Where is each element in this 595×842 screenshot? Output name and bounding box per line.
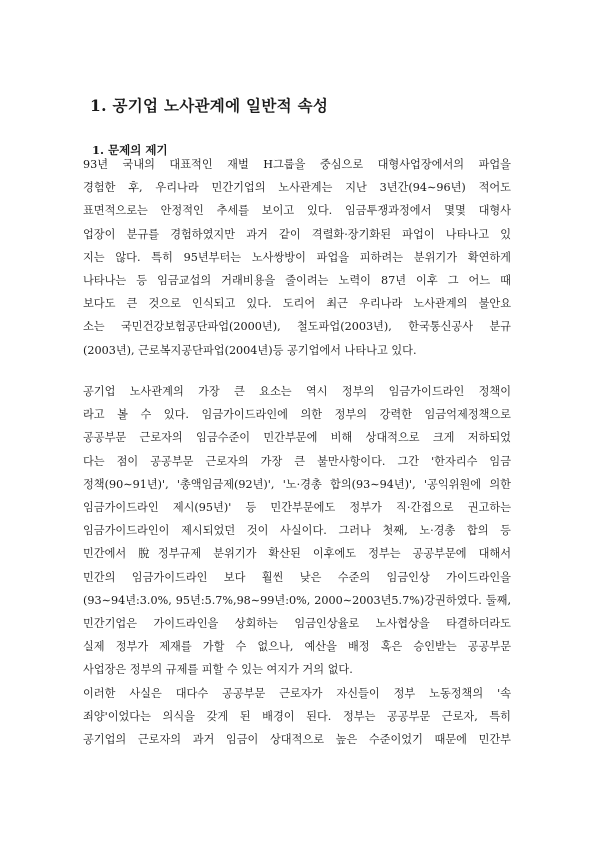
text-line: 임금가이드라인 제시(95년)' 등 민간부문에도 정부가 직·간접으로 권고하는 <box>83 500 511 514</box>
text-line: (93∼94년:3.0%, 95년:5.7%,98∼99년:0%, 2000∼2003년5.7%)강권하였다. 둘째, <box>83 593 511 607</box>
text-line: 지는 않다. 특히 95년부터는 노사쌍방이 파업을 피하려는 분위기가 확연하게 <box>83 250 511 264</box>
text-line: 소는 국민건강보험공단파업(2000년), 철도파업(2003년), 한국통신공사 분규 <box>83 320 511 334</box>
text-line: 임금가이드라인이 제시되었던 것이 사실이다. 그러나 첫째, 노·경총 합의 등 <box>83 524 511 538</box>
text-line: 민간기업은 가이드라인을 상회하는 임금인상율로 노사협상을 타결하더라도 <box>83 616 511 630</box>
text-line: 민간의 임금가이드라인 보다 훨씬 낮은 수준의 임금인상 가이드라인을 <box>83 570 511 584</box>
text-line: 사업장은 정부의 규제를 피할 수 있는 여지가 거의 없다. <box>83 663 353 677</box>
paragraph-1 <box>83 153 511 362</box>
text-line: 죄양'이었다는 의식을 갖게 된 배경이 된다. 정부는 공공부문 근로자, 특히 <box>83 710 511 724</box>
text-line: 보다도 큰 것으로 인식되고 있다. 도리어 최근 우리나라 노사관계의 불안요 <box>83 297 511 311</box>
text-line: 93년 국내의 대표적인 재벌 H그룹을 중심으로 대형사업장에서의 파업을 <box>83 158 511 171</box>
paragraph-2 <box>83 380 511 681</box>
text-line: 경험한 후, 우리나라 민간기업의 노사관계는 지난 3년간(94∼96년) 적어도 <box>83 181 511 195</box>
text-line: 민간에서 脫정부규제 분위기가 확산된 이후에도 정부는 공공부문에 대해서 <box>83 547 511 561</box>
text-line: 표면적으로는 안정적인 추세를 보이고 있다. 임금투쟁과정에서 몇몇 대형사 <box>83 204 511 218</box>
text-line: 업장이 분규를 경험하였지만 과거 같이 격렬화·장기화된 파업이 나타나고 있 <box>83 227 511 241</box>
text-line: 실제 정부가 제재를 가할 수 없으나, 예산을 배정 혹은 승인받는 공공부문 <box>83 640 511 654</box>
text-line: 나타나는 등 임금교섭의 거래비용을 줄이려는 노력이 87년 이후 그 어느 때 <box>83 273 511 287</box>
text-line: 공기업의 근로자의 과거 임금이 상대적으로 높은 수준이었기 때문에 민간부 <box>83 733 511 747</box>
subsection-heading: 1. 문제의 제기 <box>92 143 168 157</box>
paragraph-3 <box>83 682 511 752</box>
text-line: (2003년), 근로복지공단파업(2004년)등 공기업에서 나타나고 있다. <box>83 343 417 357</box>
text-line: 공공부문 근로자의 임금수준이 민간부문에 비해 상대적으로 크게 저하되었 <box>83 431 511 445</box>
text-line: 라고 볼 수 있다. 임금가이드라인에 의한 정부의 강력한 임금억제정책으로 <box>83 408 511 422</box>
text-line: 공기업 노사관계의 가장 큰 요소는 역시 정부의 임금가이드라인 정책이 <box>83 385 511 398</box>
section-heading: 1. 공기업 노사관계에 일반적 속성 <box>90 96 329 115</box>
text-line: 정책(90∼91년)', '총액임금제(92년)', '노·경총 합의(93∼94년)', '공익위원에 의한 <box>83 477 511 491</box>
text-line: 다는 점이 공공부문 근로자의 가장 큰 불만사항이다. 그간 '한자리수 임금 <box>83 454 511 468</box>
text-line: 이러한 사실은 대다수 공공부문 근로자가 자신들이 정부 노동정책의 '속 <box>83 687 511 700</box>
